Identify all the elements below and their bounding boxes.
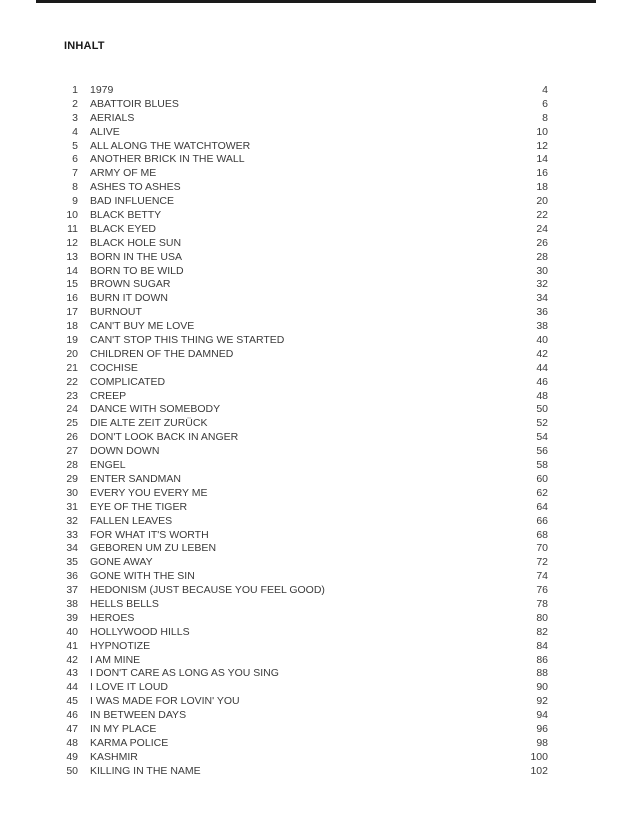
entry-number: 50: [66, 764, 78, 777]
entry-number: 5: [72, 139, 78, 152]
toc-entry: [60, 542, 548, 556]
entry-number: 33: [66, 528, 78, 541]
entry-page-number: 42: [536, 347, 548, 360]
entry-page-number: 88: [536, 667, 548, 680]
toc-entry: [60, 98, 548, 112]
entry-number: 18: [66, 320, 78, 333]
entry-page-number: 34: [536, 292, 548, 305]
toc-entry: [60, 251, 548, 265]
entry-page-number: 58: [536, 459, 548, 472]
entry-title: CAN'T BUY ME LOVE: [90, 320, 195, 333]
entry-number: 23: [66, 389, 78, 402]
toc-entry: [60, 431, 548, 445]
entry-title: DANCE WITH SOMEBODY: [90, 403, 221, 416]
entry-title: DOWN DOWN: [90, 445, 160, 458]
entry-title: I LOVE IT LOUD: [90, 681, 168, 694]
toc-entry: [60, 417, 548, 431]
entry-title: COMPLICATED: [90, 375, 166, 388]
entry-page-number: 16: [536, 167, 548, 180]
toc-entry: [60, 376, 548, 390]
toc-entry: [60, 84, 548, 98]
entry-page-number: 50: [536, 403, 548, 416]
entry-page-number: 72: [536, 556, 548, 569]
toc-entry: [60, 278, 548, 292]
entry-title: CAN'T STOP THIS THING WE STARTED: [90, 334, 285, 347]
entry-page-number: 80: [536, 611, 548, 624]
entry-number: 25: [66, 417, 78, 430]
toc-entry: [60, 306, 548, 320]
toc-entry: [60, 640, 548, 654]
entry-page-number: 78: [536, 597, 548, 610]
toc-entry: [60, 153, 548, 167]
entry-title: CREEP: [90, 389, 127, 402]
toc-entry: [60, 445, 548, 459]
entry-number: 9: [72, 195, 78, 208]
entry-title: I AM MINE: [90, 653, 141, 666]
entry-page-number: 22: [536, 209, 548, 222]
toc-entry: [60, 126, 548, 140]
toc-entry: [60, 334, 548, 348]
entry-title: ENTER SANDMAN: [90, 472, 182, 485]
entry-number: 11: [67, 222, 78, 235]
entry-number: 26: [66, 431, 78, 444]
entry-title: BURNOUT: [90, 306, 142, 319]
entry-page-number: 46: [536, 375, 548, 388]
entry-number: 22: [66, 375, 78, 388]
toc-entry: [60, 403, 548, 417]
toc-entry: [60, 584, 548, 598]
entry-page-number: 48: [536, 389, 548, 402]
toc-entry: [60, 570, 548, 584]
entry-number: 20: [66, 347, 78, 360]
entry-title: BLACK EYED: [90, 222, 156, 235]
toc-entry: [60, 112, 548, 126]
entry-title: HOLLYWOOD HILLS: [90, 625, 190, 638]
entry-number: 27: [66, 445, 78, 458]
toc-entry: [60, 515, 548, 529]
toc-entry: [60, 140, 548, 154]
entry-page-number: 70: [536, 542, 548, 555]
entry-title: AERIALS: [90, 111, 135, 124]
entry-number: 19: [66, 334, 78, 347]
entry-title: HEROES: [90, 611, 135, 624]
entry-title: HYPNOTIZE: [90, 639, 151, 652]
entry-title: IN BETWEEN DAYS: [90, 709, 187, 722]
entry-page-number: 76: [536, 584, 548, 597]
entry-title: BURN IT DOWN: [90, 292, 168, 305]
toc-entry: [60, 501, 548, 515]
page-title: INHALT: [64, 40, 105, 52]
entry-number: 30: [66, 486, 78, 499]
entry-title: COCHISE: [90, 361, 138, 374]
entry-page-number: 26: [536, 236, 548, 249]
top-rule: [36, 0, 596, 3]
entry-number: 34: [66, 542, 78, 555]
entry-number: 41: [66, 639, 78, 652]
toc-entry: [60, 362, 548, 376]
entry-page-number: 30: [536, 264, 548, 277]
toc-entry: [60, 265, 548, 279]
entry-title: I DON'T CARE AS LONG AS YOU SING: [90, 667, 279, 680]
entry-page-number: 92: [536, 695, 548, 708]
entry-title: DIE ALTE ZEIT ZURÜCK: [90, 417, 208, 430]
toc-entry: [60, 626, 548, 640]
entry-title: GONE AWAY: [90, 556, 153, 569]
toc-entry: [60, 681, 548, 695]
entry-number: 38: [66, 597, 78, 610]
entry-title: ALL ALONG THE WATCHTOWER: [90, 139, 251, 152]
entry-number: 32: [66, 514, 78, 527]
entry-number: 3: [72, 111, 78, 124]
entry-page-number: 56: [536, 445, 548, 458]
entry-number: 42: [66, 653, 78, 666]
toc-entry: [60, 195, 548, 209]
entry-title: ALIVE: [90, 125, 120, 138]
entry-title: ABATTOIR BLUES: [90, 97, 179, 110]
entry-title: ASHES TO ASHES: [90, 181, 181, 194]
entry-number: 16: [66, 292, 78, 305]
entry-page-number: 62: [536, 486, 548, 499]
entry-page-number: 28: [536, 250, 548, 263]
entry-title: GONE WITH THE SIN: [90, 570, 195, 583]
toc-entry: [60, 181, 548, 195]
entry-page-number: 8: [542, 111, 548, 124]
entry-number: 35: [66, 556, 78, 569]
entry-title: CHILDREN OF THE DAMNED: [90, 347, 234, 360]
entry-page-number: 24: [536, 222, 548, 235]
entry-page-number: 66: [536, 514, 548, 527]
entry-title: EVERY YOU EVERY ME: [90, 486, 208, 499]
toc-entry: [60, 654, 548, 668]
toc-entry: [60, 556, 548, 570]
entry-title: HELLS BELLS: [90, 597, 159, 610]
entry-number: 21: [66, 361, 78, 374]
entry-page-number: 94: [536, 709, 548, 722]
entry-number: 31: [66, 500, 78, 513]
table-of-contents: [60, 84, 548, 779]
entry-number: 7: [72, 167, 78, 180]
entry-number: 39: [66, 611, 78, 624]
entry-page-number: 52: [536, 417, 548, 430]
entry-page-number: 4: [542, 84, 548, 96]
entry-title: KARMA POLICE: [90, 736, 169, 749]
entry-number: 2: [72, 97, 78, 110]
toc-entry: [60, 667, 548, 681]
entry-page-number: 10: [536, 125, 548, 138]
entry-title: BORN IN THE USA: [90, 250, 182, 263]
entry-title: HEDONISM (JUST BECAUSE YOU FEEL GOOD): [90, 584, 325, 597]
entry-title: BORN TO BE WILD: [90, 264, 184, 277]
entry-title: BAD INFLUENCE: [90, 195, 175, 208]
entry-page-number: 20: [536, 195, 548, 208]
entry-title: FALLEN LEAVES: [90, 514, 173, 527]
toc-entry: [60, 473, 548, 487]
toc-entry: [60, 237, 548, 251]
toc-entry: [60, 348, 548, 362]
entry-number: 10: [66, 209, 78, 222]
entry-page-number: 54: [536, 431, 548, 444]
entry-title: BLACK BETTY: [90, 209, 162, 222]
entry-number: 29: [66, 472, 78, 485]
entry-page-number: 96: [536, 722, 548, 735]
entry-number: 49: [66, 750, 78, 763]
entry-page-number: 60: [536, 472, 548, 485]
entry-title: IN MY PLACE: [90, 722, 157, 735]
entry-number: 37: [66, 584, 78, 597]
entry-number: 13: [66, 250, 78, 263]
entry-title: ANOTHER BRICK IN THE WALL: [90, 153, 245, 166]
entry-number: 36: [66, 570, 78, 583]
entry-page-number: 100: [530, 750, 548, 763]
entry-number: 24: [66, 403, 78, 416]
entry-page-number: 12: [536, 139, 548, 152]
toc-entry: [60, 737, 548, 751]
entry-page-number: 98: [536, 736, 548, 749]
entry-page-number: 6: [542, 97, 548, 110]
toc-entry: [60, 765, 548, 779]
entry-page-number: 40: [536, 334, 548, 347]
entry-title: EYE OF THE TIGER: [90, 500, 188, 513]
entry-title: BLACK HOLE SUN: [90, 236, 182, 249]
entry-title: ARMY OF ME: [90, 167, 157, 180]
entry-number: 17: [66, 306, 78, 319]
entry-number: 47: [66, 722, 78, 735]
entry-title: KASHMIR: [90, 750, 138, 763]
entry-number: 12: [66, 236, 78, 249]
toc-entry: [60, 487, 548, 501]
entry-page-number: 90: [536, 681, 548, 694]
entry-page-number: 44: [536, 361, 548, 374]
entry-number: 6: [72, 153, 78, 166]
toc-entry: [60, 223, 548, 237]
entry-page-number: 64: [536, 500, 548, 513]
entry-page-number: 82: [536, 625, 548, 638]
entry-number: 45: [66, 695, 78, 708]
entry-title: DON'T LOOK BACK IN ANGER: [90, 431, 239, 444]
entry-number: 48: [66, 736, 78, 749]
toc-entry: [60, 292, 548, 306]
entry-number: 1: [72, 84, 78, 96]
entry-page-number: 74: [536, 570, 548, 583]
entry-number: 8: [72, 181, 78, 194]
entry-title: 1979: [90, 84, 114, 96]
entry-page-number: 18: [536, 181, 548, 194]
entry-page-number: 32: [536, 278, 548, 291]
entry-number: 44: [66, 681, 78, 694]
entry-number: 14: [66, 264, 78, 277]
entry-title: FOR WHAT IT'S WORTH: [90, 528, 209, 541]
entry-number: 46: [66, 709, 78, 722]
entry-number: 43: [66, 667, 78, 680]
entry-number: 40: [66, 625, 78, 638]
entry-title: KILLING IN THE NAME: [90, 764, 201, 777]
entry-title: ENGEL: [90, 459, 126, 472]
toc-entry: [60, 529, 548, 543]
entry-title: BROWN SUGAR: [90, 278, 171, 291]
toc-entry: [60, 612, 548, 626]
toc-entry: [60, 390, 548, 404]
toc-entry: [60, 320, 548, 334]
entry-page-number: 84: [536, 639, 548, 652]
toc-entry: [60, 167, 548, 181]
entry-title: GEBOREN UM ZU LEBEN: [90, 542, 217, 555]
entry-title: I WAS MADE FOR LOVIN' YOU: [90, 695, 240, 708]
toc-entry: [60, 459, 548, 473]
toc-entry: [60, 751, 548, 765]
entry-number: 4: [72, 125, 78, 138]
entry-page-number: 102: [530, 764, 548, 777]
toc-entry: [60, 209, 548, 223]
entry-number: 15: [66, 278, 78, 291]
toc-entry: [60, 598, 548, 612]
toc-entry: [60, 695, 548, 709]
entry-page-number: 86: [536, 653, 548, 666]
toc-entry: [60, 709, 548, 723]
entry-page-number: 36: [536, 306, 548, 319]
entry-page-number: 14: [536, 153, 548, 166]
entry-page-number: 38: [536, 320, 548, 333]
entry-number: 28: [66, 459, 78, 472]
entry-page-number: 68: [536, 528, 548, 541]
toc-entry: [60, 723, 548, 737]
